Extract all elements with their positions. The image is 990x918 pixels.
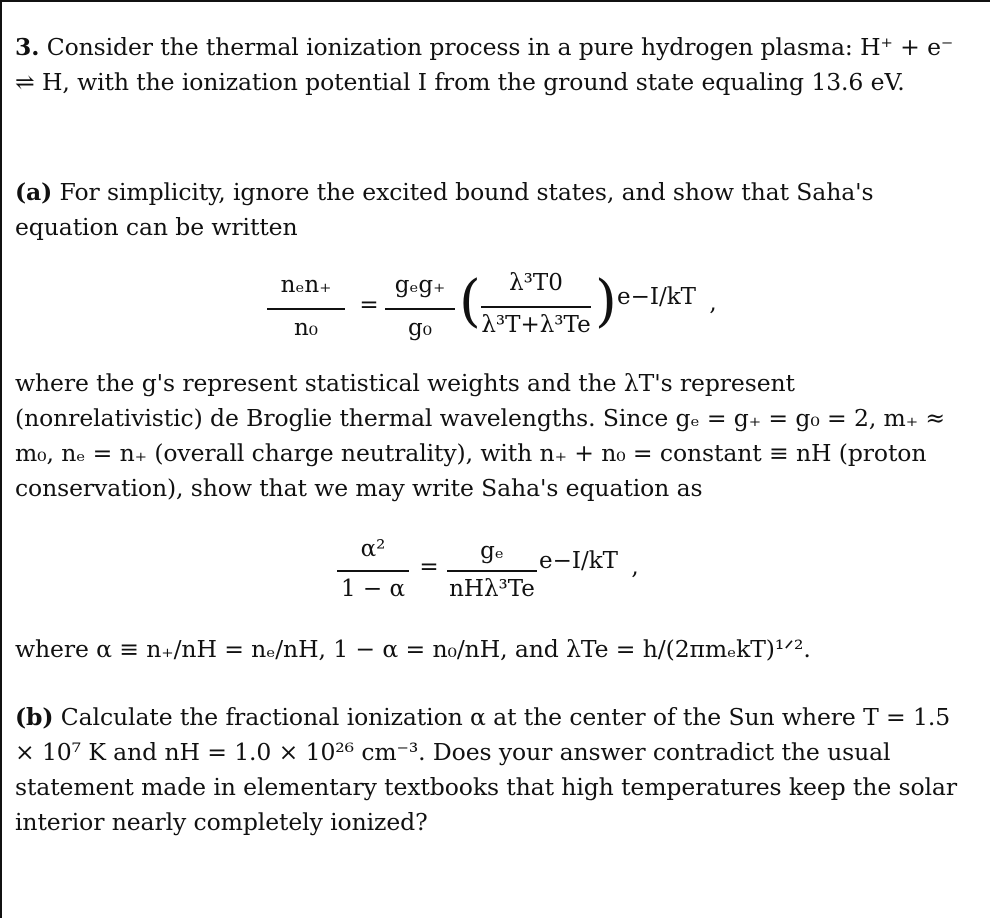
eq1-equals: = [359,292,379,318]
eq1-lhs-denominator: n₀ [293,315,319,341]
eq1-lhs-numerator: nₑn₊ [280,272,332,298]
part-a-after-eq1: where the g's represent statistical weights and the λT's represent (nonrelativistic) de Broglie thermal wavelengths. Since gₑ = g₊ = g₀ = 2, m₊ ≈ m₀, nₑ = n₊ (overall charge neutrality), with n₊ + n₀ = constant ≡ nH (proton conservation), show that we may write Saha's equation as [15,369,946,502]
eq1-paren-bar [481,306,591,308]
eq1-comma: , [709,290,717,316]
part-b-text: Calculate the fractional ionization α at the center of the Sun where T = 1.5 × 10⁷ K and nH = 1.0 × 10²⁶ cm⁻³. Does your answer contradict the usual statement made in elementary textbooks that high temperatures keep the solar interior nearly completely ionized? [15,703,957,836]
eq1-paren-numerator: λ³T0 [509,270,563,296]
eq2-equals: = [419,554,439,580]
part-a-label: (a) [15,178,53,206]
problem-intro-text: Consider the thermal ionization process in a pure hydrogen plasma: H⁺ + e⁻ ⇌ H, with the ionization potential I from the ground state equaling 13.6 eV. [15,33,954,96]
part-a-text: For simplicity, ignore the excited bound states, and show that Saha's equation can be written [15,178,874,241]
eq1-paren-denominator: λ³T+λ³Te [481,312,591,338]
part-b [15,700,963,840]
eq1-left-paren: ( [459,269,481,334]
part-a-continuation [15,366,963,506]
problem-intro [15,30,963,100]
part-b-label: (b) [15,703,54,731]
part-a [15,175,963,245]
eq1-coef-numerator: gₑg₊ [394,272,446,298]
eq2-comma: , [631,554,639,580]
eq1-exponential: e−I/kT [617,284,696,310]
eq1-right-paren: ) [595,269,617,334]
eq2-exponential: e−I/kT [539,548,618,574]
eq2-lhs-denominator: 1 − α [340,576,406,602]
saha-equation-general [267,260,747,350]
eq1-coef-denominator: g₀ [408,315,432,341]
eq1-coef-bar [385,308,455,310]
eq2-rhs-denominator: nHλ³Te [449,576,535,602]
problem-number: 3. [15,33,40,61]
part-a-after-eq2: where α ≡ n₊/nH = nₑ/nH, 1 − α = n₀/nH, and λTe = h/(2πmₑkT)¹ᐟ². [15,635,811,663]
eq2-rhs-bar [447,570,537,572]
saha-equation-hydrogen [337,534,667,612]
part-a-definitions [15,632,963,667]
eq2-lhs-numerator: α² [360,536,386,562]
eq2-lhs-bar [337,570,409,572]
eq2-rhs-numerator: gₑ [480,538,504,564]
eq1-lhs-bar [267,308,345,310]
